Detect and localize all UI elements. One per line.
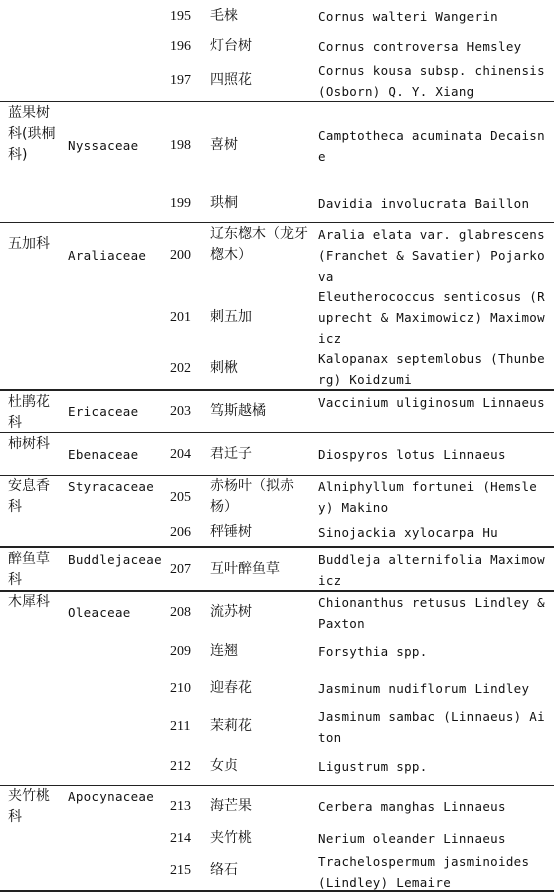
row-divider	[0, 101, 554, 102]
row-number: 201	[170, 310, 191, 325]
row-number: 200	[170, 248, 191, 263]
species-chinese-name: 喜树	[210, 137, 238, 153]
species-chinese-name: 流苏树	[210, 604, 252, 620]
species-latin-name: Kalopanax septemlobus (Thunberg) Koidzumi	[318, 351, 545, 387]
row-number: 199	[170, 196, 191, 211]
species-chinese-name: 茉莉花	[210, 718, 252, 734]
species-chinese-name: 刺楸	[210, 360, 238, 376]
species-chinese-name: 女贞	[210, 758, 238, 774]
row-number: 214	[170, 831, 191, 846]
species-chinese-name: 四照花	[210, 72, 252, 88]
row-number: 211	[170, 719, 191, 734]
species-latin-name: Eleutherococcus senticosus (Ruprecht & Maximowicz) Maximowicz	[318, 289, 545, 346]
family-chinese-name: 醉鱼草科	[8, 551, 50, 588]
species-latin-name: Jasminum nudiflorum Lindley	[318, 681, 530, 696]
row-number: 207	[170, 562, 191, 577]
species-latin-name: Diospyros lotus Linnaeus	[318, 447, 506, 462]
species-chinese-name: 辽东楤木（龙牙楤木）	[210, 226, 308, 263]
species-chinese-name: 珙桐	[210, 195, 238, 211]
species-latin-name: Cerbera manghas Linnaeus	[318, 799, 506, 814]
species-latin-name: Davidia involucrata Baillon	[318, 196, 530, 211]
species-latin-name: Sinojackia xylocarpa Hu	[318, 525, 498, 540]
family-chinese-name: 夹竹桃科	[8, 788, 50, 825]
row-number: 206	[170, 525, 191, 540]
species-latin-name: Aralia elata var. glabrescens (Franchet & Savatier) Pojarkova	[318, 227, 545, 284]
species-latin-name: Jasminum sambac (Linnaeus) Aiton	[318, 709, 545, 745]
row-number: 196	[170, 39, 191, 54]
family-latin-name: Araliaceae	[68, 248, 147, 263]
family-latin-name: Buddlejaceae	[68, 552, 162, 567]
family-latin-name: Ebenaceae	[68, 447, 139, 462]
row-divider	[0, 222, 554, 223]
species-latin-name: Cornus kousa subsp. chinensis (Osborn) Q. Y. Xiang	[318, 63, 545, 99]
row-number: 208	[170, 605, 191, 620]
family-latin-name: Oleaceae	[68, 605, 131, 620]
species-latin-name: Forsythia spp.	[318, 644, 428, 659]
species-latin-name: Cornus walteri Wangerin	[318, 9, 498, 24]
row-number: 195	[170, 9, 191, 24]
species-latin-name: Camptotheca acuminata Decaisne	[318, 128, 545, 164]
family-chinese-name: 木犀科	[8, 594, 50, 610]
family-latin-name: Apocynaceae	[68, 789, 155, 804]
species-chinese-name: 夹竹桃	[210, 830, 252, 846]
species-chinese-name: 刺五加	[210, 309, 252, 325]
family-chinese-name: 五加科	[8, 236, 50, 252]
table-bottom-rule	[0, 890, 554, 892]
species-latin-name: Ligustrum spp.	[318, 759, 428, 774]
row-number: 210	[170, 681, 191, 696]
species-chinese-name: 笃斯越橘	[210, 403, 266, 419]
species-latin-name: Chionanthus retusus Lindley & Paxton	[318, 595, 545, 631]
family-chinese-name: 蓝果树科(珙桐科)	[8, 105, 56, 163]
row-number: 197	[170, 73, 191, 88]
species-chinese-name: 灯台树	[210, 38, 252, 54]
row-number: 198	[170, 138, 191, 153]
family-latin-name: Ericaceae	[68, 404, 139, 419]
family-chinese-name: 安息香科	[8, 478, 50, 515]
family-latin-name: Nyssaceae	[68, 138, 139, 153]
species-latin-name: Buddleja alternifolia Maximowicz	[318, 552, 545, 588]
species-chinese-name: 迎春花	[210, 680, 252, 696]
species-latin-name: Cornus controversa Hemsley	[318, 39, 522, 54]
row-number: 204	[170, 447, 191, 462]
species-latin-name: Nerium oleander Linnaeus	[318, 831, 506, 846]
species-chinese-name: 互叶醉鱼草	[210, 561, 280, 577]
species-chinese-name: 毛梾	[210, 8, 238, 24]
species-chinese-name: 秤锤树	[210, 524, 252, 540]
row-divider	[0, 432, 554, 433]
species-latin-name: Vaccinium uliginosum Linnaeus	[318, 395, 545, 410]
row-number: 212	[170, 759, 191, 774]
species-chinese-name: 连翘	[210, 643, 238, 659]
row-number: 213	[170, 799, 191, 814]
row-number: 209	[170, 644, 191, 659]
row-number: 203	[170, 404, 191, 419]
row-number: 205	[170, 490, 191, 505]
row-divider	[0, 389, 554, 391]
species-latin-name: Trachelospermum jasminoides (Lindley) Lemaire	[318, 854, 530, 890]
species-chinese-name: 海芒果	[210, 798, 252, 814]
species-chinese-name: 络石	[210, 862, 238, 878]
family-chinese-name: 柿树科	[8, 436, 50, 452]
row-divider	[0, 546, 554, 548]
family-latin-name: Styracaceae	[68, 479, 155, 494]
row-number: 215	[170, 863, 191, 878]
species-latin-name: Alniphyllum fortunei (Hemsley) Makino	[318, 479, 538, 515]
family-chinese-name: 杜鹃花科	[8, 394, 50, 431]
species-chinese-name: 君迁子	[210, 446, 252, 462]
row-number: 202	[170, 361, 191, 376]
species-chinese-name: 赤杨叶（拟赤杨）	[210, 478, 294, 515]
